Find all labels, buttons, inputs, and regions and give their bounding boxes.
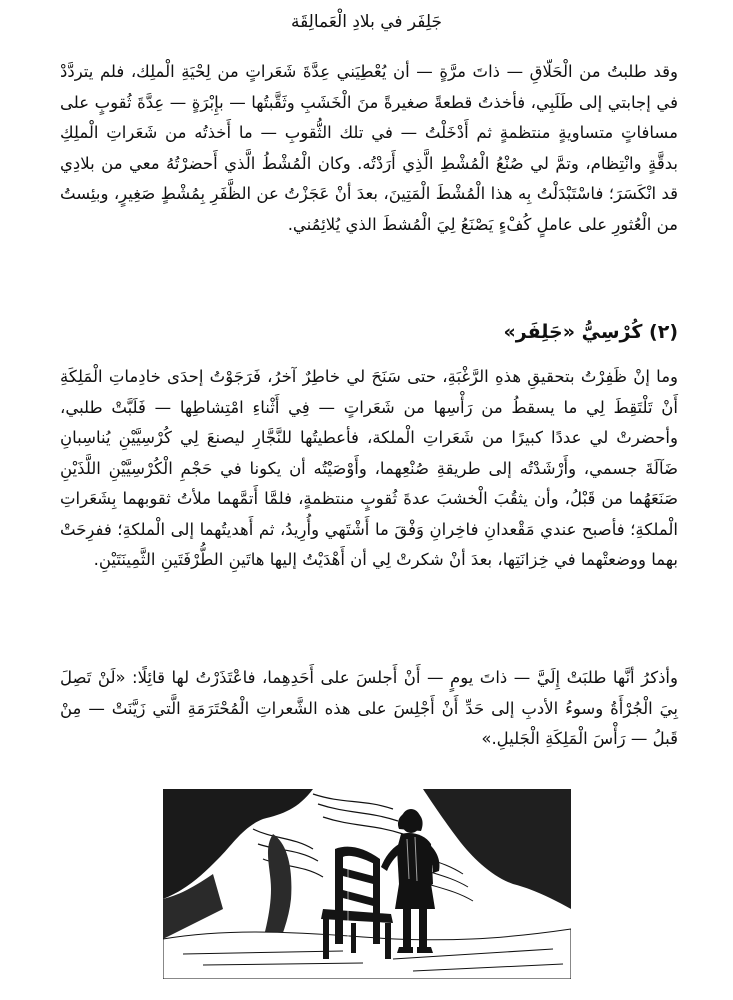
section-heading: (٢) كُرْسِيُّ «جَلِفَر» xyxy=(503,321,678,343)
engraving-svg xyxy=(163,789,571,979)
paragraph-chairs: وما إنْ ظَفِرْتُ بتحقيقِ هذهِ الرَّغْبَةِ، حتى سَنَحَ لي خاطِرٌ آخرُ، فَرَجَوْتُ إحدَى خادِماتِ الْمَلِكَةِ أَنْ تَلْتَقِطَ لِي ما يسقطُ من رَأْسِها من شَعَراتٍ — فِي أَثْناءِ امْتِشاطِها — فَلَبَّتْ طلبي، وأحضرتْ لي عددًا كبيرًا من شَعَراتِ الْملكة، فأعطيتُها للنَّجَّارِ ليصنعَ لِي كُرْسِيَّيْنِ يُناسِبانِ ضَآلَةَ جسمي، وأَرْشَدْتُه إلى طريقةِ صُنْعِهما، وأَوْصَيْتُه أن يكونا في حَجْمِ الْكُرْسِيَّيْنِ اللَّذَيْنِ صَنَعَهُما من قَبْلُ، وأن يثقُبَ الْخشبَ عدةَ ثُقوبٍ منتظمةٍ، فلمَّا أَتمَّهما ملأتُ ثقوبهما بِشَعَراتِ الْملكةِ؛ فأصبح عندي مَقْعدانِ فاخِرانِ وَفْقَ ما أَشْتَهي وأُرِيدُ، ثم أَهديتُهما إلى الْملكةِ؛ ففرِحَتْ بهما ووضعتْهما في خِزانَتِها، بعدَ أنْ شكرتْ لِي أن أَهْدَيْتُ إليها هاتَينِ الطُّرْفَتَينِ الثَّمِينَتَيْنِ. xyxy=(60,367,678,569)
running-header: جَلِفَر في بلادِ الْعَمالِقَة xyxy=(290,12,443,32)
paragraph-queen-request: وأذكرُ أنَّها طلبَتْ إِلَيَّ — ذاتَ يومٍ — أَنْ أَجلسَ على أَحَدِهِما، فاعْتَذَرْتُ لها قائِلًا: «لَنْ تَصِلَ بِيَ الْجُرْأَةُ وسوءُ الأدبِ إلى حَدِّ أَنْ أَجْلِسَ على هذه الشَّعراتِ الْمُحْتَرَمَةِ الَّتي زَيَّنَتْ — مِنْ قَبلُ — رَأْسَ الْمَلِكَةِ الْجَليلِ.» xyxy=(60,668,678,748)
chapter-illustration xyxy=(163,789,571,979)
paragraph-comb: وقد طلبتُ من الْحَلّاقِ — ذاتَ مرَّةٍ — أن يُعْطِيَني عِدَّةَ شَعَراتٍ من لِحْيَةِ الْملِك، فلم يتردَّدْ في إجابتي إلى طَلَبِي، فأخذتُ قطعةً صغيرةً منَ الْخَشَبِ وثَقَّبتُها — بإِبْرَةٍ — عِدَّةَ ثُقوبٍ على مسافاتٍ متساويةٍ منتظمةٍ ثم أَدْخَلْتُ — في تلك الثُّقوبِ — ما أَخذتُه من شَعَراتِ الْملِكِ بدقَّةٍ وانْتِظام، وتمَّ لي صُنْعُ الْمُشْطِ الَّذِي أَرَدْتُه. وكان الْمُشْطُ الَّذي أَحضرْتُهُ معي من بلادِي قد انْكَسَرَ؛ فاسْتَبْدَلْتُ بِه هذا الْمُشْطَ الْمَتِينَ، بعدَ أنْ عَجَزْتُ عن الظَّفَرِ بِمُشْطٍ صَغِيرٍ، وبئِستُ من الْعُثورِ على عاملٍ كُفْءٍ يَصْنَعُ لِيَ الْمُشطَ الذي يُلائِمُني. xyxy=(60,62,678,234)
